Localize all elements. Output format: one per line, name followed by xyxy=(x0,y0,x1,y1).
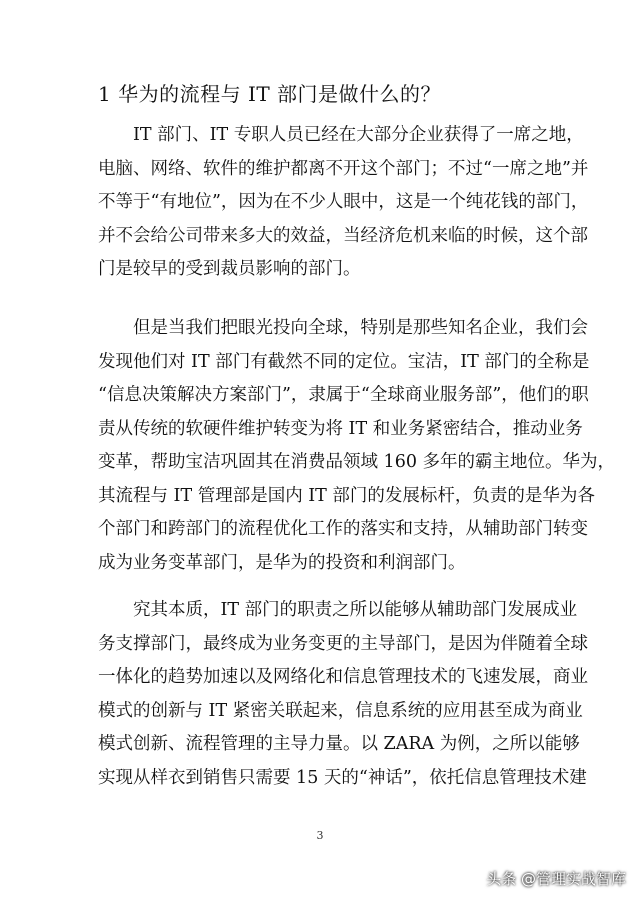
page-number: 3 xyxy=(316,829,324,842)
paragraph-line: 个部门和跨部门的流程优化工作的落实和支持，从辅助部门转变 xyxy=(98,519,588,539)
paragraph-line: 一体化的趋势加速以及网络化和信息管理技术的飞速发展，商业 xyxy=(98,667,588,687)
paragraph-line: 务支撑部门，最终成为业务变更的主导部门，是因为伴随着全球 xyxy=(98,633,588,654)
paragraph-line: 并不会给公司带来多大的效益，当经济危机来临的时候，这个部 xyxy=(98,225,588,246)
paragraph-line: IT 部门、IT 专职人员已经在大部分企业获得了一席之地， xyxy=(133,125,584,145)
paragraph-line: 门是较早的受到裁员影响的部门。 xyxy=(98,259,361,279)
paragraph-2 xyxy=(98,312,616,580)
paragraph-line: 究其本质，IT 部门的职责之所以能够从辅助部门发展成业 xyxy=(133,600,578,620)
paragraph-line: 电脑、网络、软件的维护都离不开这个部门；不过“一席之地”并 xyxy=(98,158,589,179)
source-watermark: 头条 @管理实战智库 xyxy=(486,870,626,888)
paragraph-line: 模式创新、流程管理的主导力量。以 ZARA 为例，之所以能够 xyxy=(98,734,580,754)
paragraph-line: “信息决策解决方案部门”，隶属于“全球商业服务部”，他们的职 xyxy=(98,385,589,405)
paragraph-3 xyxy=(98,594,588,795)
section-heading: 1 华为的流程与 IT 部门是做什么的？ xyxy=(98,82,442,106)
paragraph-line: 但是当我们把眼光投向全球，特别是那些知名企业，我们会 xyxy=(133,318,588,338)
paragraph-line: 成为业务变革部门，是华为的投资和利润部门。 xyxy=(98,552,466,573)
paragraph-line: 其流程与 IT 管理部是国内 IT 部门的发展标杆，负责的是华为各 xyxy=(98,485,595,506)
paragraph-line: 责从传统的软硬件维护转变为将 IT 和业务紧密结合，推动业务 xyxy=(98,418,583,439)
paragraph-line: 不等于“有地位”，因为在不少人眼中，这是一个纯花钱的部门， xyxy=(98,192,589,212)
paragraph-1 xyxy=(98,119,589,287)
paragraph-line: 发现他们对 IT 部门有截然不同的定位。宝洁，IT 部门的全称是 xyxy=(98,351,590,372)
paragraph-line: 实现从样衣到销售只需要 15 天的“神话”，依托信息管理技术建 xyxy=(98,767,587,788)
paragraph-line: 模式的创新与 IT 紧密关联起来，信息系统的应用甚至成为商业 xyxy=(98,700,583,721)
paragraph-line: 变革，帮助宝洁巩固其在消费品领域 160 多年的霸主地位。华为， xyxy=(98,452,616,472)
